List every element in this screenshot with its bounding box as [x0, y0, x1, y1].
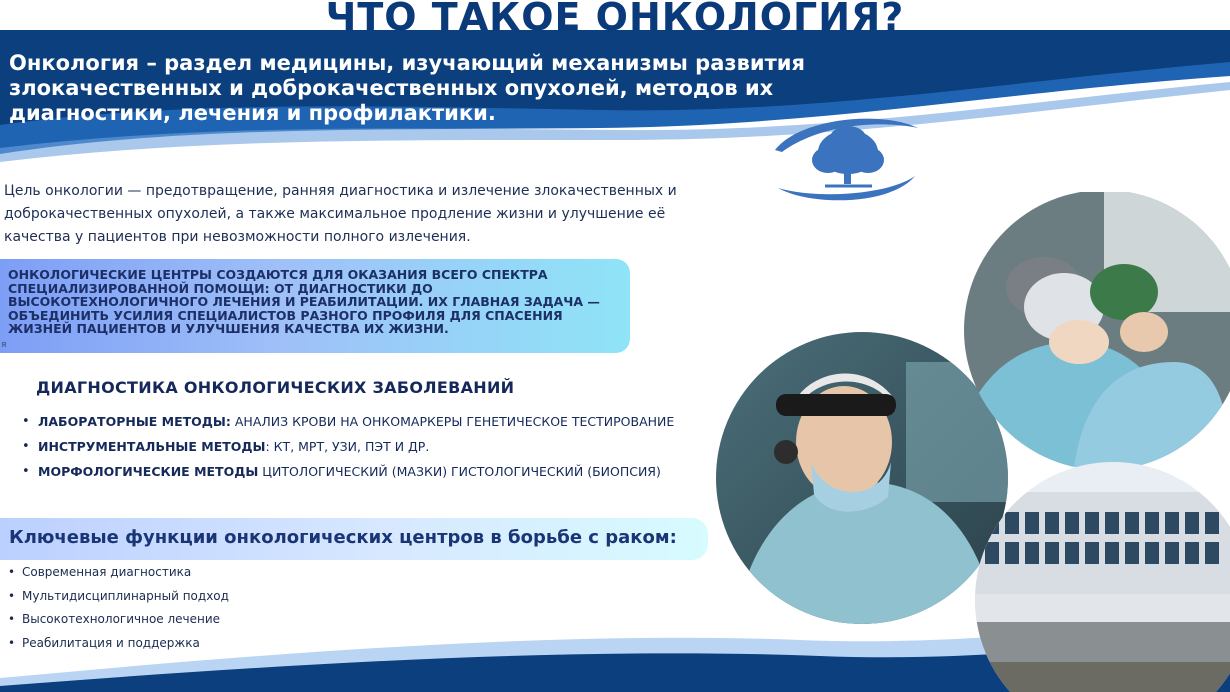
diagnostics-list [22, 412, 674, 487]
diagnostics-item-morphological [22, 462, 674, 487]
diagnostics-item-text: ЦИТОЛОГИЧЕСКИЙ (МАЗКИ) ГИСТОЛОГИЧЕСКИЙ (БИОПСИЯ) [258, 464, 661, 479]
callout-fragment: я [1, 340, 7, 350]
list-item: • Высокотехнологичное лечение [8, 609, 229, 633]
diagnostics-item-label: МОРФОЛОГИЧЕСКИЕ МЕТОДЫ [38, 464, 259, 479]
page-title: ЧТО ТАКОЕ ОНКОЛОГИЯ? [325, 0, 905, 39]
key-functions-banner [0, 518, 708, 560]
diagnostics-item-label: ЛАБОРАТОРНЫЕ МЕТОДЫ: [38, 414, 231, 429]
list-item: • Современная диагностика [8, 562, 229, 586]
list-item: • Реабилитация и поддержка [8, 633, 229, 657]
key-functions-title: Ключевые функции онкологических центров в борьбе с раком: [9, 527, 677, 548]
diagnostics-item-text: : КТ, МРТ, УЗИ, ПЭТ И ДР. [265, 439, 430, 454]
diagnostics-item-instrumental [22, 437, 674, 462]
surgical-team-photo [954, 192, 1230, 468]
list-item: • Мультидисциплинарный подход [8, 586, 229, 610]
oncology-center-building-photo [975, 462, 1230, 692]
diagnostics-item-label: ИНСТРУМЕНТАЛЬНЫЕ МЕТОДЫ [38, 439, 266, 454]
intro-definition: Онкология – раздел медицины, изучающий механизмы развития злокачественных и доброкачественных опухолей, методов их диагностики, лечения и профилактики. [9, 51, 805, 125]
oncology-centers-callout [0, 259, 630, 353]
diagnostics-item-text: АНАЛИЗ КРОВИ НА ОНКОМАРКЕРЫ ГЕНЕТИЧЕСКОЕ ТЕСТИРОВАНИЕ [230, 414, 675, 429]
diagnostics-item-lab [22, 412, 674, 437]
tree-logo [770, 110, 920, 205]
oncology-goal-text: Цель онкологии — предотвращение, ранняя диагностика и излечение злокачественных и доброкачественных опухолей, а также максимальное продление жизни и улучшение её качества у пациентов при невозможности полного излечения. [4, 183, 677, 245]
callout-text: ОНКОЛОГИЧЕСКИЕ ЦЕНТРЫ СОЗДАЮТСЯ ДЛЯ ОКАЗАНИЯ ВСЕГО СПЕКТРА СПЕЦИАЛИЗИРОВАННОЙ ПОМОЩИ: ОТ ДИАГНОСТИКИ ДО ВЫСОКОТЕХНОЛОГИЧНОГО ЛЕЧЕНИЯ И РЕАБИЛИТАЦИИ. ИХ ГЛАВНАЯ ЗАДАЧА — ОБЪЕДИНИТЬ УСИЛИЯ СПЕЦИАЛИСТОВ РАЗНОГО ПРОФИЛЯ ДЛЯ СПАСЕНИЯ ЖИЗНЕЙ ПАЦИЕНТОВ И УЛУЧШЕНИЯ КАЧЕСТВА ИХ ЖИЗНИ. [8, 267, 600, 336]
diagnostics-title: ДИАГНОСТИКА ОНКОЛОГИЧЕСКИХ ЗАБОЛЕВАНИЙ [36, 378, 515, 397]
